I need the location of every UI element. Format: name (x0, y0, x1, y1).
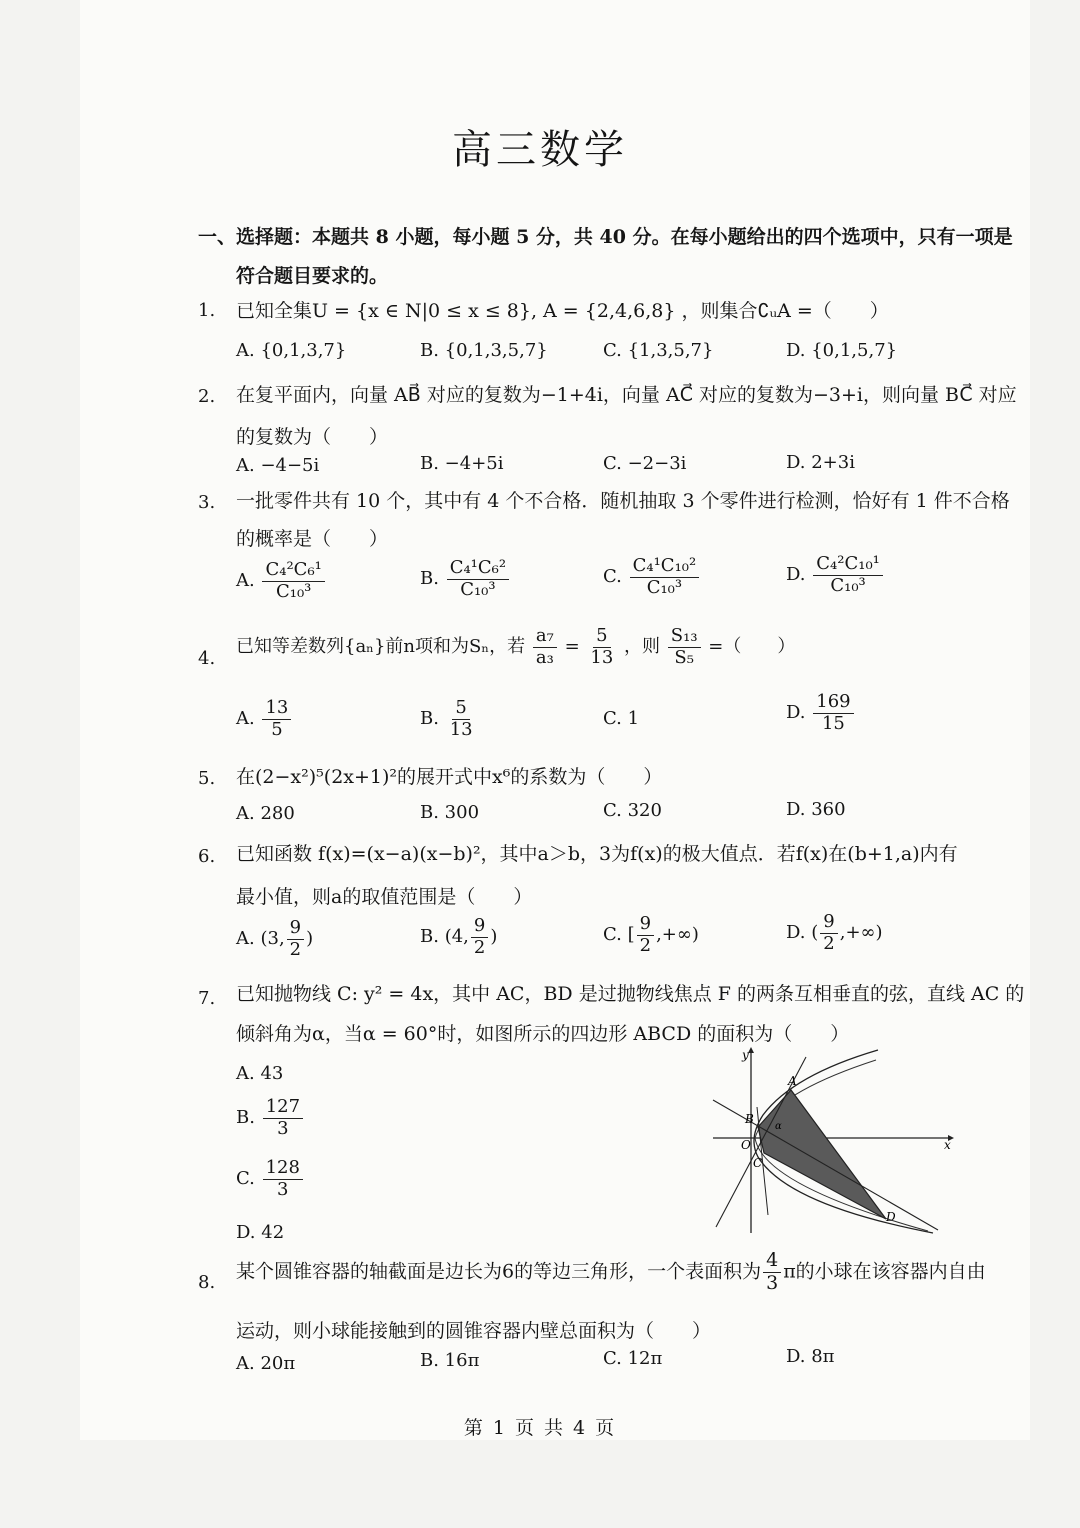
question-1-text: 已知全集U = {x ∈ N|0 ≤ x ≤ 8}, A = {2,4,6,8} ，则集合∁ᵤA =（ ） (236, 300, 889, 322)
option-c: C. $\frac{\text{C₄¹C₁₀²}}{\text{C₁₀³}}$ (603, 556, 701, 598)
question-2-text: 在复平面内，向量 AB⃗ 对应的复数为−1+4i，向量 AC⃗ 对应的复数为−3+i，则向量 BC⃗ 对应 (236, 384, 1017, 406)
section-heading: 一、选择题：本题共 8 小题，每小题 5 分，共 40 分。在每小题给出的四个选项中，只有一项是 (198, 226, 1013, 248)
option-b: B. (4, $\frac{9}{2}$ ) (420, 915, 498, 958)
option-d: D. 42 (236, 1222, 285, 1243)
option-c: C. {1,3,5,7} (603, 340, 714, 361)
question-2-text-cont: 的复数为（ ） (236, 426, 389, 448)
option-a: A. $\frac{\text{C₄²C₆¹}}{\text{C₁₀³}}$ (236, 560, 327, 602)
option-a: A. $\frac{13}{5}$ (236, 698, 293, 740)
option-c: C. $\frac{128}{3}$ (236, 1158, 305, 1200)
question-5-text: 在(2−x²)⁵(2x+1)²的展开式中x⁶的系数为（ ） (236, 766, 663, 788)
option-b: B. 16π (420, 1350, 480, 1371)
option-b: B. $\frac{5}{13}$ (420, 697, 473, 740)
question-number: 6. (198, 846, 216, 867)
question-7-text: 已知抛物线 C: y² = 4x，其中 AC，BD 是过抛物线焦点 F 的两条互相垂直的弦，直线 AC 的 (236, 983, 1025, 1005)
question-number: 2. (198, 386, 216, 407)
label-d: D (886, 1210, 896, 1224)
option-c: C. 1 (603, 708, 640, 729)
option-d: D. $\frac{\text{C₄²C₁₀¹}}{\text{C₁₀³}}$ (786, 554, 885, 596)
option-a: A. 280 (236, 803, 295, 824)
question-6-text: 已知函数 f(x)=(x−a)(x−b)²，其中a＞b，3为f(x)的极大值点．若f(x)在(b+1,a)内有 (236, 843, 958, 865)
label-x: x (944, 1138, 951, 1152)
option-c: C. [ $\frac{9}{2}$ ,+∞) (603, 913, 699, 956)
question-8-text-cont: 运动，则小球能接触到的圆锥容器内壁总面积为（ ） (236, 1320, 712, 1342)
label-y: y (742, 1048, 749, 1062)
option-b: B. $\frac{127}{3}$ (236, 1097, 305, 1139)
y-axis-arrow (748, 1047, 754, 1053)
question-7-text-cont: 倾斜角为α，当α = 60°时，如图所示的四边形 ABCD 的面积为（ ） (236, 1023, 850, 1045)
option-c: C. 320 (603, 800, 662, 821)
option-d: D. 8π (786, 1346, 835, 1367)
option-c: C. −2−3i (603, 453, 687, 474)
page-title: 高三数学 (452, 127, 628, 173)
label-c: C (753, 1156, 763, 1170)
question-number: 3. (198, 492, 216, 513)
page-footer: 第 1 页 共 4 页 (463, 1417, 617, 1439)
option-d: D. 2+3i (786, 452, 855, 473)
question-6-text-cont: 最小值，则a的取值范围是（ ） (236, 886, 533, 908)
parabola-figure (708, 1045, 968, 1235)
label-b: B (745, 1112, 754, 1126)
option-a: A. 43 (236, 1063, 284, 1084)
option-c: C. 12π (603, 1348, 663, 1369)
option-d: D. 360 (786, 799, 846, 820)
option-a: A. −4−5i (236, 455, 320, 476)
question-4-text: 已知等差数列{aₙ}前n项和为Sₙ，若 $\frac{\text{a₇}}{\text{a₃}}$ = $\frac{5}{13}$ ，则 $\frac{\text{S₁₃}}{\text{S₅}}$ =（ ） (236, 625, 796, 668)
label-a: A (788, 1074, 797, 1088)
question-number: 8. (198, 1272, 216, 1293)
option-d: D. $\frac{169}{15}$ (786, 692, 856, 734)
option-d: D. ( $\frac{9}{2}$ ,+∞) (786, 911, 883, 954)
option-b: B. −4+5i (420, 453, 504, 474)
option-a: A. (3, $\frac{9}{2}$ ) (236, 917, 314, 960)
question-3-text-cont: 的概率是（ ） (236, 528, 389, 550)
question-number: 5. (198, 768, 216, 789)
option-b: B. $\frac{\text{C₄¹C₆²}}{\text{C₁₀³}}$ (420, 558, 511, 600)
question-number: 4. (198, 648, 216, 669)
option-b: B. 300 (420, 802, 480, 823)
section-heading-cont: 符合题目要求的。 (236, 265, 389, 287)
quadrilateral-abcd (758, 1090, 886, 1219)
question-number: 7. (198, 988, 216, 1009)
option-a: A. {0,1,3,7} (236, 340, 347, 361)
label-alpha: α (775, 1121, 782, 1132)
question-8-text: 某个圆锥容器的轴截面是边长为6的等边三角形，一个表面积为 $\frac{4}{3}$ π的小球在该容器内自由 (236, 1249, 986, 1294)
question-3-text: 一批零件共有 10 个，其中有 4 个不合格．随机抽取 3 个零件进行检测，恰好有 1 件不合格 (236, 490, 1010, 512)
option-d: D. {0,1,5,7} (786, 340, 898, 361)
option-a: A. 20π (236, 1353, 296, 1374)
question-number: 1. (198, 300, 216, 321)
label-o: O (741, 1138, 751, 1152)
option-b: B. {0,1,3,5,7} (420, 340, 548, 361)
